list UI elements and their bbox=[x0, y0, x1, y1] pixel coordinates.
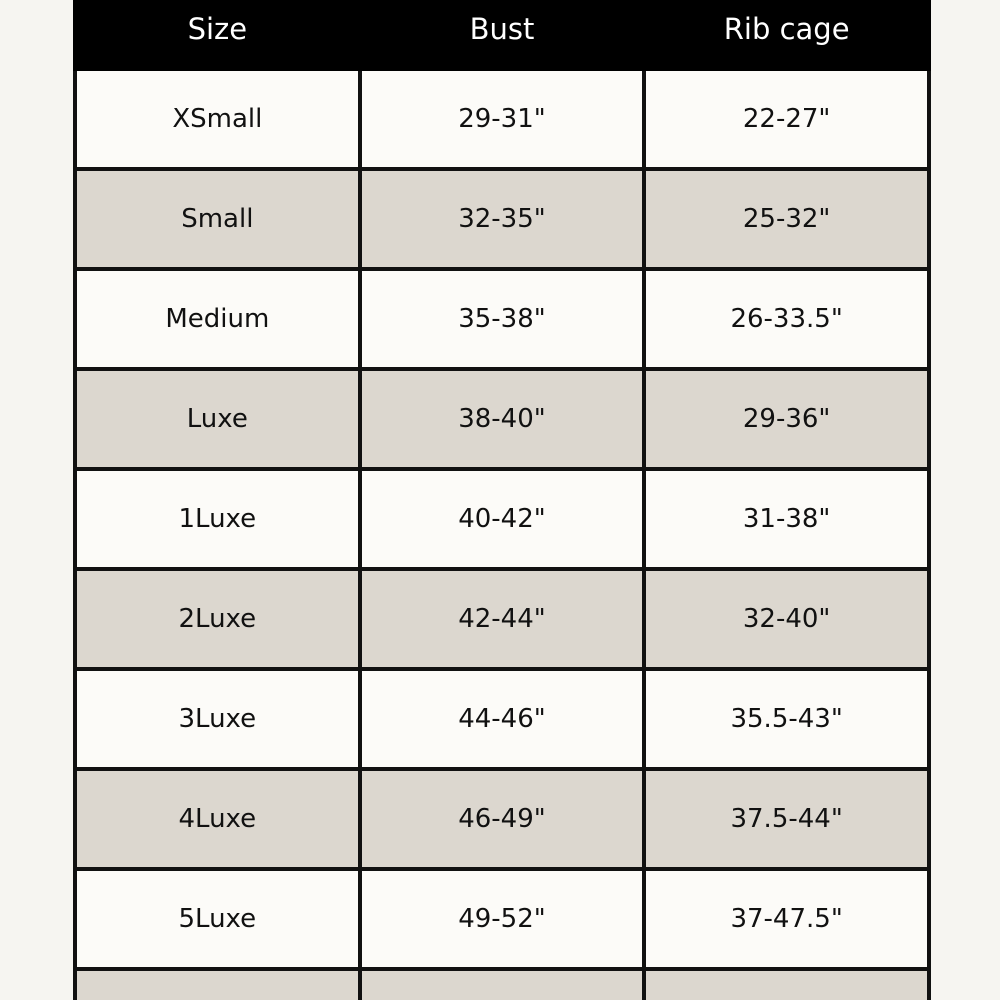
cell-bust: 38-40" bbox=[360, 369, 645, 469]
cell-size: 1Luxe bbox=[75, 469, 360, 569]
cell-rib-cage: 35.5-43" bbox=[644, 669, 929, 769]
header-rib-cage: Rib cage bbox=[644, 2, 929, 69]
table-row bbox=[75, 169, 929, 269]
cell-size: XSmall bbox=[75, 69, 360, 169]
cell-size: Luxe bbox=[75, 369, 360, 469]
cell-rib-cage: 32-40" bbox=[644, 569, 929, 669]
cell-rib-cage bbox=[644, 969, 929, 1000]
cell-size: 2Luxe bbox=[75, 569, 360, 669]
table-row bbox=[75, 669, 929, 769]
table-row bbox=[75, 369, 929, 469]
table-row bbox=[75, 269, 929, 369]
table-row bbox=[75, 869, 929, 969]
header-size: Size bbox=[75, 2, 360, 69]
cell-bust: 32-35" bbox=[360, 169, 645, 269]
table-row bbox=[75, 769, 929, 869]
cell-size: Small bbox=[75, 169, 360, 269]
table-row bbox=[75, 69, 929, 169]
header-row bbox=[75, 2, 929, 69]
cell-bust: 35-38" bbox=[360, 269, 645, 369]
cell-rib-cage: 29-36" bbox=[644, 369, 929, 469]
cell-size bbox=[75, 969, 360, 1000]
cell-rib-cage: 26-33.5" bbox=[644, 269, 929, 369]
cell-size: Medium bbox=[75, 269, 360, 369]
cell-bust: 29-31" bbox=[360, 69, 645, 169]
cell-bust: 46-49" bbox=[360, 769, 645, 869]
cell-bust: 49-52" bbox=[360, 869, 645, 969]
cell-rib-cage: 25-32" bbox=[644, 169, 929, 269]
cell-rib-cage: 37-47.5" bbox=[644, 869, 929, 969]
cell-size: 4Luxe bbox=[75, 769, 360, 869]
cell-rib-cage: 22-27" bbox=[644, 69, 929, 169]
cell-bust: 40-42" bbox=[360, 469, 645, 569]
cell-bust: 44-46" bbox=[360, 669, 645, 769]
table-row bbox=[75, 469, 929, 569]
header-bust: Bust bbox=[360, 2, 645, 69]
cell-size: 3Luxe bbox=[75, 669, 360, 769]
table-row bbox=[75, 569, 929, 669]
cell-bust bbox=[360, 969, 645, 1000]
size-chart-table bbox=[73, 0, 931, 1000]
cell-size: 5Luxe bbox=[75, 869, 360, 969]
table-row-partial bbox=[75, 969, 929, 1000]
cell-rib-cage: 31-38" bbox=[644, 469, 929, 569]
cell-rib-cage: 37.5-44" bbox=[644, 769, 929, 869]
cell-bust: 42-44" bbox=[360, 569, 645, 669]
